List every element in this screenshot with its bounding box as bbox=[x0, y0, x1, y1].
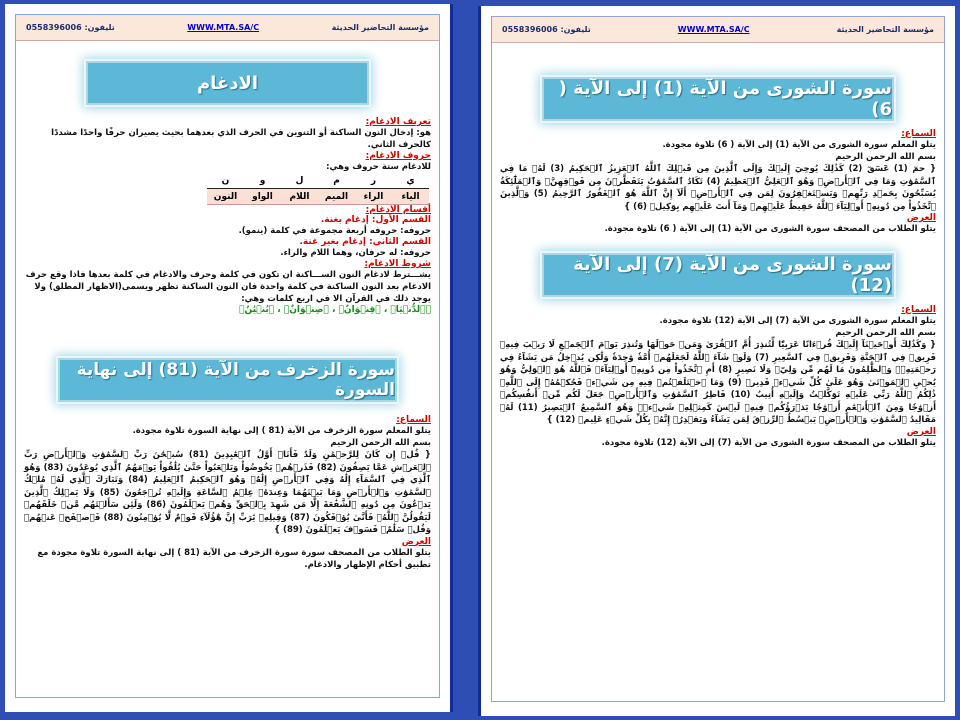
letter-name-cell: اللام bbox=[281, 189, 318, 205]
letter-cell: ي bbox=[392, 173, 429, 189]
banner-title: سورة الشورى من الآية (1) إلى الآية ( 6) bbox=[558, 78, 892, 120]
ard-text: يتلو الطلاب من المصحف سورة الشورى من الآية (1) إلى الآية ( 6) تلاوة مجودة. bbox=[604, 224, 936, 234]
banner-title: سورة الزخرف من الآية (81) إلى نهاية السورة bbox=[76, 360, 395, 400]
shura-2-section bbox=[500, 305, 936, 449]
banner-shura-2 bbox=[542, 253, 894, 297]
banner-idgham bbox=[86, 61, 369, 105]
left-page-frame bbox=[15, 14, 440, 698]
section-title: شروط الادغام: bbox=[364, 259, 431, 269]
part1-text: حروفه: حروفه أربعة مجموعة في كلمة (ينمو). bbox=[238, 226, 431, 236]
banner-shura-1 bbox=[542, 77, 894, 121]
left-header bbox=[16, 15, 439, 41]
banner-title: سورة الشورى من الآية (7) إلى الآية (12) bbox=[573, 254, 892, 296]
letter-cell: ل bbox=[281, 173, 318, 189]
banner-title: الادغام bbox=[196, 72, 259, 94]
quran-text: { حمٓ (1) عٓسٓقٓ (2) كَذَٰلِكَ يُوحِيٓ إِلَيۡكَ وَإِلَى ٱلَّذِينَ مِن قَبۡلِكَ ٱللَّهُ ٱلۡعَزِيزُ ٱلۡحَكِيمُ (3) لَهُۥ مَا فِي ٱلسَّمَٰوَٰتِ وَمَا فِي ٱلۡأَرۡضِۖ وَهُوَ ٱلۡعَلِيُّ ٱلۡعَظِيمُ (4) تَكَادُ ٱلسَّمَٰوَٰتُ يَتَفَطَّرۡنَ مِن فَوۡقِهِنَّۚ وَٱلۡمَلَٰٓئِكَةُ يُسَبِّحُونَ بِحَمۡدِ رَبِّهِمۡ وَيَسۡتَغۡفِرُونَ لِمَن فِي ٱلۡأَرۡضِۗ أَلَآ إِنَّ ٱللَّهَ هُوَ ٱلۡغَفُورُ ٱلرَّحِيمُ (5) وَٱلَّذِينَ ٱتَّخَذُواْ مِن دُونِهِۦٓ أَوۡلِيَآءَ ٱللَّهُ حَفِيظٌ عَلَيۡهِمۡ وَمَآ أَنتَ عَلَيۡهِم بِوَكِيلٖ (6) } bbox=[500, 164, 936, 212]
ard-title: العرض bbox=[401, 536, 431, 547]
sama-text: يتلو المعلم سورة الشورى من الآية (1) إلى الآية ( 6) تلاوة مجودة. bbox=[662, 140, 936, 150]
header-url-link[interactable]: WWW.MTA.SA/C bbox=[677, 25, 750, 34]
sama-text: يتلو المعلم سورة الزخرف من الآية (81 ) إلى نهاية السورة تلاوة مجودة. bbox=[132, 426, 431, 436]
right-header bbox=[492, 17, 944, 43]
letter-cell: و bbox=[244, 173, 281, 189]
header-org: مؤسسة التحاضير الحديثة bbox=[331, 23, 429, 32]
sama-text: يتلو المعلم سورة الشورى من الآية (7) إلى الآية (12) تلاوة مجودة. bbox=[659, 316, 936, 326]
letter-names-row bbox=[207, 189, 429, 205]
subsection-title: القسم الثاني: إدغام بغير غنة. bbox=[299, 237, 431, 247]
section-title: أقسام الادغام: bbox=[365, 205, 431, 215]
letter-name-cell: الراء bbox=[355, 189, 392, 205]
letter-cell: ن bbox=[207, 173, 244, 189]
zukhruf-section bbox=[24, 415, 431, 571]
part2-text: حروفه: له حرفان، وهما اللام والراء. bbox=[280, 248, 431, 258]
section-title: تعريف الادغام: bbox=[365, 117, 431, 127]
ard-text: يتلو الطلاب من المصحف سورة الشورى من الآية (7) إلى الآية (12) تلاوة مجودة. bbox=[601, 437, 936, 448]
definition-text: هو: إدخال النون الساكنة أو التنوين في الحرف الذي بعدهما بحيث يصيران حرفًا واحدًا مشددًا كالحرف الثاني. bbox=[51, 128, 431, 150]
quran-text: { وَكَذَٰلِكَ أَوۡحَيۡنَآ إِلَيۡكَ قُرۡءَانًا عَرَبِيّٗا لِّتُنذِرَ أُمَّ ٱلۡقُرَىٰ وَمَنۡ حَوۡلَهَا وَتُنذِرَ يَوۡمَ ٱلۡجَمۡعِ لَا رَيۡبَ فِيهِۚ فَرِيقٞ فِي ٱلۡجَنَّةِ وَفَرِيقٞ فِي ٱلسَّعِيرِ (7) وَلَوۡ شَآءَ ٱللَّهُ لَجَعَلَهُمۡ أُمَّةٗ وَٰحِدَةٗ وَلَٰكِن يُدۡخِلُ مَن يَشَآءُ فِي رَحۡمَتِهِۦۚ وَٱلظَّٰلِمُونَ مَا لَهُم مِّن وَلِيّٖ وَلَا نَصِيرٍ (8) أَمِ ٱتَّخَذُواْ مِن دُونِهِۦٓ أَوۡلِيَآءَۖ فَٱللَّهُ هُوَ ٱلۡوَلِيُّ وَهُوَ يُحۡيِ ٱلۡمَوۡتَىٰ وَهُوَ عَلَىٰ كُلِّ شَيۡءٖ قَدِيرٞ (9) وَمَا ٱخۡتَلَفۡتُمۡ فِيهِ مِن شَيۡءٖ فَحُكۡمُهُۥٓ إِلَى ٱللَّهِۚ ذَٰلِكُمُ ٱللَّهُ رَبِّي عَلَيۡهِ تَوَكَّلۡتُ وَإِلَيۡهِ أُنِيبُ (10) فَاطِرُ ٱلسَّمَٰوَٰتِ وَٱلۡأَرۡضِۚ جَعَلَ لَكُم مِّنۡ أَنفُسِكُمۡ أَزۡوَٰجٗا وَمِنَ ٱلۡأَنۡعَٰمِ أَزۡوَٰجٗا يَذۡرَؤُكُمۡ فِيهِۚ لَيۡسَ كَمِثۡلِهِۦ شَيۡءٞۖ وَهُوَ ٱلسَّمِيعُ ٱلۡبَصِيرُ (11) لَهُۥ مَقَالِيدُ ٱلسَّمَٰوَٰتِ وَٱلۡأَرۡضِۖ يَبۡسُطُ ٱلرِّزۡقَ لِمَن يَشَآءُ وَيَقۡدِرُۚ إِنَّهُۥ بِكُلِّ شَيۡءٍ عَلِيمٞ (12) } bbox=[500, 340, 936, 425]
sama-title: السماع: bbox=[901, 305, 936, 315]
header-url-link[interactable]: WWW.MTA.SA/C bbox=[187, 23, 260, 32]
subsection-title: القسم الأول: إدغام بغنة. bbox=[320, 215, 431, 225]
sama-title: السماع: bbox=[396, 415, 431, 425]
letter-cell: ر bbox=[355, 173, 392, 189]
section-title: حروف الادغام: bbox=[365, 151, 431, 161]
banner-zukhruf bbox=[58, 358, 397, 402]
letters-intro: للادغام ستة حروف وهي: bbox=[326, 162, 431, 172]
basmala: بسم الله الرحمن الرحيم bbox=[835, 328, 936, 338]
basmala: بسم الله الرحمن الرحيم bbox=[835, 152, 936, 162]
right-page-frame bbox=[491, 16, 945, 702]
letters-row bbox=[207, 173, 429, 189]
basmala: بسم الله الرحمن الرحيم bbox=[330, 438, 431, 448]
ard-text: يتلو الطلاب من المصحف سورة سورة الزخرف من الآية (81 ) إلى نهاية السورة تلاوة مجودة مع تطبيق أحكام الإظهار والادغام. bbox=[37, 547, 431, 570]
letter-cell: م bbox=[318, 173, 355, 189]
letter-name-cell: الواو bbox=[244, 189, 281, 205]
letters-table bbox=[207, 173, 429, 205]
header-phone: تليفون: 0558396006 bbox=[26, 23, 115, 32]
idgham-section bbox=[24, 117, 431, 315]
letter-name-cell: النون bbox=[207, 189, 244, 205]
right-page bbox=[478, 6, 955, 716]
header-org: مؤسسة التحاضير الحديثة bbox=[836, 25, 934, 34]
quran-text: { قُلۡ إِن كَانَ لِلرَّحۡمَٰنِ وَلَدٌ فَأَنَا۠ أَوَّلُ ٱلۡعَٰبِدِينَ (81) سُبۡحَٰنَ رَبِّ ٱلسَّمَٰوَٰتِ وَٱلۡأَرۡضِ رَبِّ ٱلۡعَرۡشِ عَمَّا يَصِفُونَ (82) فَذَرۡهُمۡ يَخُوضُواْ وَيَلۡعَبُواْ حَتَّىٰ يُلَٰقُواْ يَوۡمَهُمُ ٱلَّذِي يُوعَدُونَ (83) وَهُوَ ٱلَّذِي فِي ٱلسَّمَآءِ إِلَٰهٌ وَفِي ٱلۡأَرۡضِ إِلَٰهٌۚ وَهُوَ ٱلۡحَكِيمُ ٱلۡعَلِيمُ (84) وَتَبَارَكَ ٱلَّذِي لَهُۥ مُلۡكُ ٱلسَّمَٰوَٰتِ وَٱلۡأَرۡضِ وَمَا بَيۡنَهُمَا وَعِندَهُۥ عِلۡمُ ٱلسَّاعَةِ وَإِلَيۡهِ تُرۡجَعُونَ (85) وَلَا يَمۡلِكُ ٱلَّذِينَ يَدۡعُونَ مِن دُونِهِ ٱلشَّفَٰعَةَ إِلَّا مَن شَهِدَ بِٱلۡحَقِّ وَهُمۡ يَعۡلَمُونَ (86) وَلَئِن سَأَلۡتَهُم مَّنۡ خَلَقَهُمۡ لَيَقُولُنَّ ٱللَّهُۖ فَأَنَّىٰ يُؤۡفَكُونَ (87) وَقِيلِهِۦ يَٰرَبِّ إِنَّ هَٰٓؤُلَآءِ قَوۡمٌ لَّا يُؤۡمِنُونَ (88) فَٱصۡفَحۡ عَنۡهُمۡ وَقُلۡ سَلَٰمٌۚ فَسَوۡفَ يَعۡلَمُونَ (89) } bbox=[24, 450, 432, 535]
examples-line: ﴿ٱلدُّنۡيَا﴾ ، ﴿قِنۡوَانٌ﴾ ، ﴿صِنۡوَانٌ﴾ ، ﴿بُنۡيَٰنٌ﴾ bbox=[239, 305, 431, 315]
left-page bbox=[5, 4, 453, 712]
sama-title: السماع: bbox=[901, 129, 936, 139]
letter-name-cell: الميم bbox=[318, 189, 355, 205]
shura-1-section bbox=[500, 129, 936, 235]
ard-title: العرض bbox=[906, 426, 936, 437]
header-phone: تليفون: 0558396006 bbox=[502, 25, 591, 34]
letter-name-cell: الياء bbox=[392, 189, 429, 205]
conditions-text: يشـــترط لادغام النون الســـاكنة ان تكون في كلمة وحرف والادغام في كلمة بعدها فاذا وقع حرف الادغام بعد النون الساكنة في كلمة واحدة فان النون الساكنة تظهر ويسمى(الاظهار المطلق) ولا يوجد ذلك في القرآن الا في اربع كلمات وهي: bbox=[25, 270, 431, 304]
ard-title: العرض bbox=[906, 213, 936, 223]
